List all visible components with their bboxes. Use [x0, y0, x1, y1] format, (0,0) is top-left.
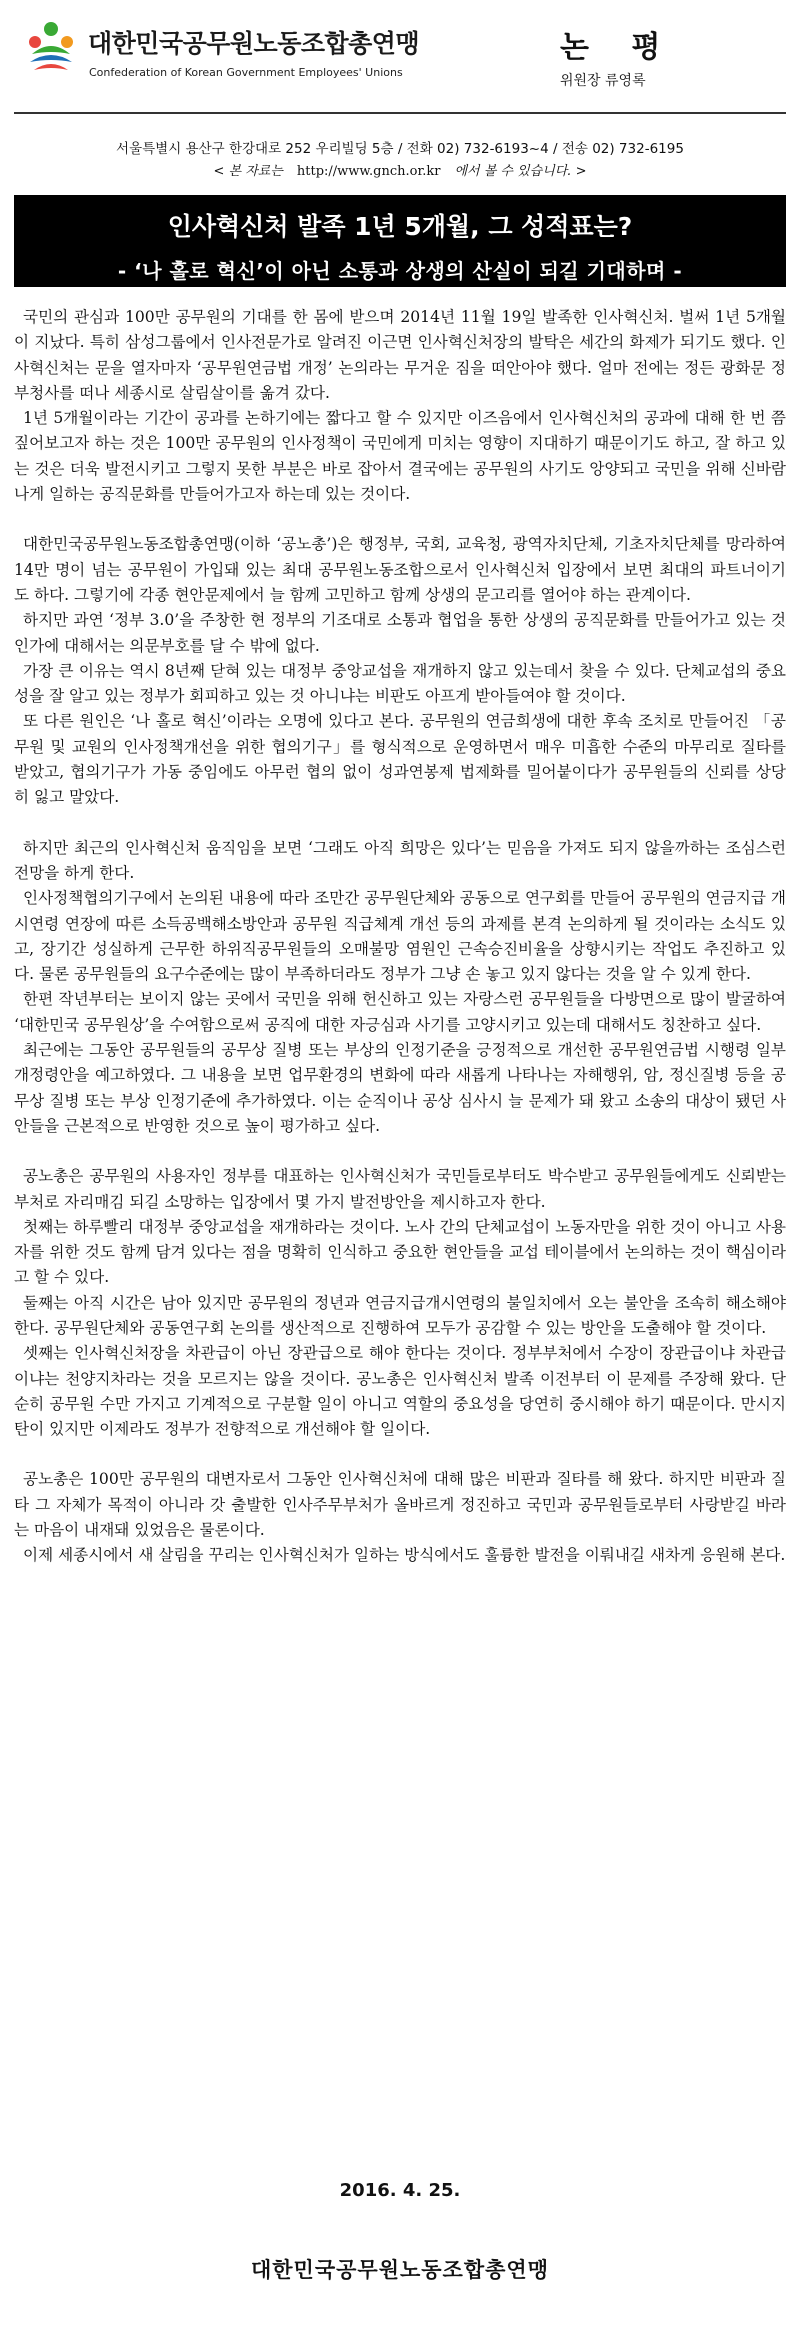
body-paragraph: 하지만 최근의 인사혁신처 움직임을 보면 ‘그래도 아직 희망은 있다’는 믿음을 가져도 되지 않을까하는 조심스런 전망을 하게 한다.: [14, 838, 786, 882]
body-paragraph: 가장 큰 이유는 역시 8년째 닫혀 있는 대정부 중앙교섭을 재개하지 않고 있는데서 찾을 수 있다. 단체교섭의 중요성을 잘 알고 있는 정부가 회피하고 있는 것 아니냐는 비판도 아프게 받아들여야 할 것이다.: [14, 661, 786, 706]
body-paragraph: 공노총은 100만 공무원의 대변자로서 그동안 인사혁신처에 대해 많은 비판과 질타를 해 왔다. 하지만 비판과 질타 그 자체가 목적이 아니라 갓 출발한 인사주무부처가 올바르게 정진하고 국민과 공무원들로부터 사랑받길 바라는 마음이 내재돼 있었음은 물론이다.: [14, 1470, 786, 1540]
union-logo-icon: [26, 20, 76, 72]
body-paragraph: 공노총은 공무원의 사용자인 정부를 대표하는 인사혁신처가 국민들로부터도 박수받고 공무원들에게도 신뢰받는 부처로 자리매김 되길 소망하는 입장에서 몇 가지 발전방안을 제시하고자 한다.: [14, 1167, 786, 1211]
body-paragraph: 최근에는 그동안 공무원들의 공무상 질병 또는 부상의 인정기준을 긍정적으로 개선한 공무원연금법 시행령 일부개정령안을 예고하였다. 그 내용을 보면 업무환경의 변화에 따라 새롭게 나타나는 자해행위, 암, 정신질병 등을 공무상 질병 또는 부상 인정기준에 추가하였다. 이는 순직이나 공상 심사시 늘 문제가 돼 왔고 소송의 대상이 됐던 사안들을 근본적으로 반영한 것으로 높이 평가하고 싶다.: [14, 1041, 786, 1135]
notice-suffix: 에서 볼 수 있습니다. >: [454, 164, 587, 179]
body-paragraph: 인사정책협의기구에서 논의된 내용에 따라 조만간 공무원단체와 공동으로 연구회를 만들어 공무원의 연금지급 개시연령 연장에 따른 소득공백해소방안과 공무원 직급체계 개선 등의 과제를 본격 논의하게 될 것이라는 소식도 있고, 장기간 성실하게 근무한 하위직공무원들의 오매불망 염원인 근속승진비율을 상향시키는 작업도 추진하고 있다. 물론 공무원들의 요구수준에는 많이 부족하더라도 정부가 그냥 손 놓고 있지 않다는 것을 알 수 있게 한다.: [14, 889, 786, 984]
headline-subtitle: - ‘나 홀로 혁신’이 아닌 소통과 상생의 산실이 되길 기대하며 -: [117, 259, 683, 283]
org-name-korean: 대한민국공무원노동조합총연맹: [88, 29, 420, 58]
document-author: 위원장 류영록: [560, 73, 646, 89]
signature-organization: 대한민국공무원노동조합총연맹: [250, 2258, 549, 2282]
body-paragraph: 이제 세종시에서 새 살림을 꾸리는 인사혁신처가 일하는 방식에서도 훌륭한 발전을 이뤄내길 새차게 응원해 본다.: [23, 1546, 786, 1565]
publication-date: 2016. 4. 25.: [339, 2180, 461, 2201]
body-paragraph: 하지만 과연 ‘정부 3.0’을 주창한 현 정부의 기조대로 소통과 협업을 통한 상생의 공직문화를 만들어가고 있는 것인가에 대해서는 의문부호를 달 수 밖에 없다.: [14, 611, 786, 655]
body-paragraph: 한편 작년부터는 보이지 않는 곳에서 국민을 위해 헌신하고 있는 자랑스런 공무원들을 다방면으로 많이 발굴하여 ‘대한민국 공무원상’을 수여함으로써 공직에 대한 자긍심과 사기를 고양시키고 있는데 대해서도 칭찬하고 싶다.: [14, 990, 786, 1034]
headline-banner: [14, 195, 786, 287]
body-paragraph: 또 다른 원인은 ‘나 홀로 혁신’이라는 오명에 있다고 본다. 공무원의 연금희생에 대한 후속 조치로 만들어진 「공무원 및 교원의 인사정책개선을 위한 협의기구」를 형식적으로 운영하면서 매우 미흡한 수준의 마무리로 질타를 받았고, 협의기구가 가동 중임에도 아무런 협의 없이 성과연봉제 법제화를 밀어붙이다가 공무원들의 신뢰를 상당히 잃고 말았다.: [14, 712, 786, 807]
website-link[interactable]: http://www.gnch.or.kr: [296, 164, 441, 179]
contact-address: 서울특별시 용산구 한강대로 252 우리빌딩 5층 / 전화 02) 732-6193~4 / 전송 02) 732-6195: [116, 141, 684, 157]
org-name-english: Confederation of Korean Government Employees' Unions: [89, 66, 403, 79]
body-paragraph: 국민의 관심과 100만 공무원의 기대를 한 몸에 받으며 2014년 11월 19일 발족한 인사혁신처. 벌써 1년 5개월이 지났다. 특히 삼성그룹에서 인사전문가로 알려진 이근면 인사혁신처장의 발탁은 세간의 화제가 되기도 했다. 인사혁신처는 문을 열자마자 ‘공무원연금법 개정’ 논의라는 무거운 짐을 떠안아야 했다. 얼마 전에는 정든 광화문 정부청사를 떠나 세종시로 살림살이를 옮겨 갔다.: [14, 308, 786, 402]
headline-title: 인사혁신처 발족 1년 5개월, 그 성적표는?: [167, 212, 633, 241]
website-notice: [0, 160, 800, 179]
body-paragraph: 셋째는 인사혁신처장을 차관급이 아닌 장관급으로 해야 한다는 것이다. 정부부처에서 수장이 장관급이냐 차관급이냐는 천양지차라는 것을 모르지는 않을 것이다. 공노총은 인사혁신처 발족 이전부터 이 문제를 주장해 왔다. 단순히 공무원 수만 가지고 기계적으로 구분할 일이 아니고 역할의 중요성을 당연히 중시해야 하기 때문이다. 만시지탄이 있지만 이제라도 정부가 전향적으로 개선해야 할 일이다.: [14, 1344, 786, 1439]
body-paragraph: 1년 5개월이라는 기간이 공과를 논하기에는 짧다고 할 수 있지만 이즈음에서 인사혁신처의 공과에 대해 한 번 쯤 짚어보고자 하는 것은 100만 공무원의 인사정책이 국민에게 미치는 영향이 지대하기 때문이기도 하고, 잘 하고 있는 것은 더욱 발전시키고 그렇지 못한 부분은 바로 잡아서 결국에는 공무원의 사기도 앙양되고 국민을 위해 신바람 나게 일하는 공직문화를 만들어가고자 하는데 있는 것이다.: [14, 409, 786, 504]
notice-prefix: < 본 자료는: [213, 164, 283, 179]
body-paragraph: 첫째는 하루빨리 대정부 중앙교섭을 재개하라는 것이다. 노사 간의 단체교섭이 노동자만을 위한 것이 아니고 사용자를 위한 것도 함께 담겨 있다는 점을 명확히 인식하고 중요한 현안들을 교섭 테이블에서 논의하는 것이 핵심이라고 할 수 있다.: [14, 1217, 786, 1287]
body-paragraph: 대한민국공무원노동조합총연맹(이하 ‘공노총’)은 행정부, 국회, 교육청, 광역자치단체, 기초자치단체를 망라하여 14만 명이 넘는 공무원이 가입돼 있는 최대 공무원노동조합으로서 인사혁신처 입장에서 보면 최대의 파트너이기도 하다. 그렇기에 각종 현안문제에서 늘 함께 고민하고 함께 상생의 문고리를 열어야 하는 관계이다.: [14, 535, 786, 604]
body-text: [14, 305, 786, 1569]
document-type: 논 평: [560, 30, 677, 65]
header-divider: [14, 112, 786, 114]
letterhead: [0, 0, 800, 100]
body-paragraph: 둘째는 아직 시간은 남아 있지만 공무원의 정년과 연금지급개시연령의 불일치에서 오는 불안을 조속히 해소해야 한다. 공무원단체와 공동연구회 논의를 생산적으로 진행하여 모두가 공감할 수 있는 방안을 도출해야 할 것이다.: [14, 1293, 786, 1337]
